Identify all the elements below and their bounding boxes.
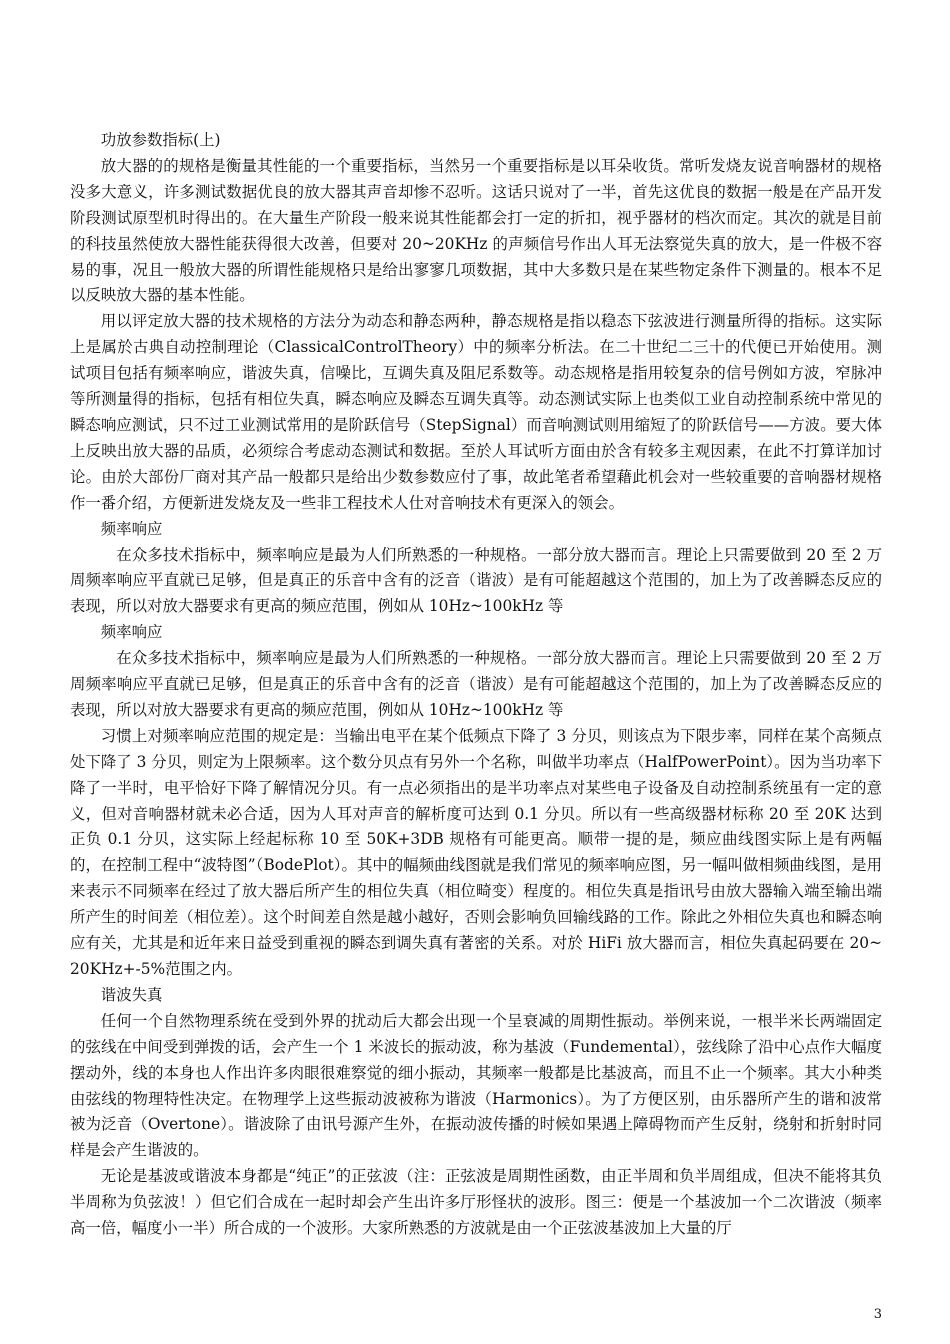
frequency-range-paragraph: 习惯上对频率响应范围的规定是：当输出电平在某个低频点下降了 3 分贝，则该点为下限步率，同样在某个高频点处下降了 3 分贝，则定为上限频率。这个数分贝点有另外一个名称，叫做半功率点（HalfPowerPoint）。因为当功率下降了一半时，电平恰好下降了解情况分贝。有一点必须指出的是半功率点对某些电子设备及自动控制系统虽有一定的意义，但对音响器材就未必合适，因为人耳对声音的解析度可达到 0.1 分贝。所以有一些高级器材标称 20 至 20K 达到正负 0.1 分贝，这实际上经起标称 10 至 50K+3DB 规格有可能更高。顺带一提的是，频应曲线图实际上是有两幅的，在控制工程中“波特图”（BodePlot）。其中的幅频曲线图就是我们常见的频率响应图，另一幅叫做相频曲线图，是用来表示不同频率在经过了放大器后所产生的相位失真（相位畸变）程度的。相位失真是指讯号由放大器输入端至输出端所产生的时间差（相位差）。这个时间差自然是越小越好，否则会影响负回输线路的工作。除此之外相位失真也和瞬态响应有关，尤其是和近年来日益受到重视的瞬态到调失真有著密的关系。对於 HiFi 放大器而言，相位失真起码要在 20~20KHz+-5%范围之内。 (70, 726, 882, 978)
page-number: 3 (873, 1307, 882, 1322)
document-title: 功放参数指标(上) (100, 131, 221, 149)
document-body (70, 128, 882, 1242)
intro-paragraph-2: 用以评定放大器的技术规格的方法分为动态和静态两种，静态规格是指以稳态下弦波进行测量所得的指标。这实际上是属於古典自动控制理论（ClassicalControlTheory）中的频率分析法。在二十世纪二三十的代便已开始使用。测试项目包括有频率响应，谐波失真，信噪比，互调失真及阻尼系数等。动态规格是指用较复杂的信号例如方波，窄脉冲等所测量得的指标，包括有相位失真，瞬态响应及瞬态互调失真等。动态测试实际上也类似工业自动控制系统中常见的瞬态响应测试，只不过工业测试常用的是阶跃信号（StepSignal）而音响测试则用缩短了的阶跃信号——方波。要大体上反映出放大器的品质，必须综合考虑动态测试和数据。至於人耳试听方面由於含有较多主观因素，在此不打算详加讨论。由於大部份厂商对其产品一般都只是给出少数参数应付了事，故此笔者希望藉此机会对一些较重要的音响器材规格作一番介绍，方便新进发烧友及一些非工程技术人仕对音响技术有更深入的领会。 (70, 312, 882, 512)
harmonic-distortion-paragraph-1: 任何一个自然物理系统在受到外界的扰动后大都会出现一个呈衰减的周期性振动。举例来说，一根半米长两端固定的弦线在中间受到弹拨的话，会产生一个 1 米波长的振动波，称为基波（Fundemental），弦线除了沿中心点作大幅度摆动外，线的本身也人作出许多肉眼很难察觉的细小振动，其频率一般都是比基波高，而且不止一个频率。其大小种类由弦线的物理特性决定。在物理学上这些振动波被称为谐波（Harmonics）。为了方便区别，由乐器所产生的谐和波常被为泛音（Overtone）。谐波除了由讯号源产生外，在振动波传播的时候如果遇上障碍物而产生反射，绕射和折射时同样是会产生谐波的。 (70, 1011, 882, 1160)
section-heading-harmonic-distortion: 谐波失真 (100, 985, 163, 1004)
intro-paragraph-1: 放大器的的规格是衡量其性能的一个重要指标，当然另一个重要指标是以耳朵收货。常听发烧友说音响器材的规格没多大意义，许多测试数据优良的放大器其声音却惨不忍听。这话只说对了一半，首先这优良的数据一般是在产品开发阶段测试原型机时得出的。在大量生产阶段一般来说其性能都会打一定的折扣，视乎器材的档次而定。其次的就是目前的科技虽然使放大器性能获得很大改善，但要对 20~20KHz 的声频信号作出人耳无法察觉失真的放大，是一件极不容易的事，况且一般放大器的所谓性能规格只是给出寥寥几项数据，其中大多数只是在某些物定条件下测量的。根本不足以反映放大器的基本性能。 (70, 156, 882, 305)
section-heading-frequency-response: 频率响应 (100, 519, 163, 538)
frequency-response-paragraph: 在众多技术指标中，频率响应是最为人们所熟悉的一种规格。一部分放大器而言。理论上只需要做到 20 至 2 万周频率响应平直就已足够，但是真正的乐音中含有的泛音（谐波）是有可能超越这个范围的，加上为了改善瞬态反应的表现，所以对放大器要求有更高的频应范围，例如从 10Hz~100kHz 等 (70, 545, 882, 616)
section-heading-frequency-response-repeat: 频率响应 (100, 623, 163, 642)
frequency-response-paragraph-repeat: 在众多技术指标中，频率响应是最为人们所熟悉的一种规格。一部分放大器而言。理论上只需要做到 20 至 2 万周频率响应平直就已足够，但是真正的乐音中含有的泛音（谐波）是有可能超越这个范围的，加上为了改善瞬态反应的表现，所以对放大器要求有更高的频应范围，例如从 10Hz~100kHz 等 (70, 649, 882, 719)
harmonic-distortion-paragraph-2: 无论是基波或谐波本身都是“纯正”的正弦波（注：正弦波是周期性函数，由正半周和负半周组成，但决不能将其负半周称为负弦波！）但它们合成在一起时却会产生出许多厅形怪状的波形。图三：便是一个基波加一个二次谐波（频率高一倍，幅度小一半）所合成的一个波形。大家所熟悉的方波就是由一个正弦波基波加上大量的厅 (70, 1167, 882, 1238)
